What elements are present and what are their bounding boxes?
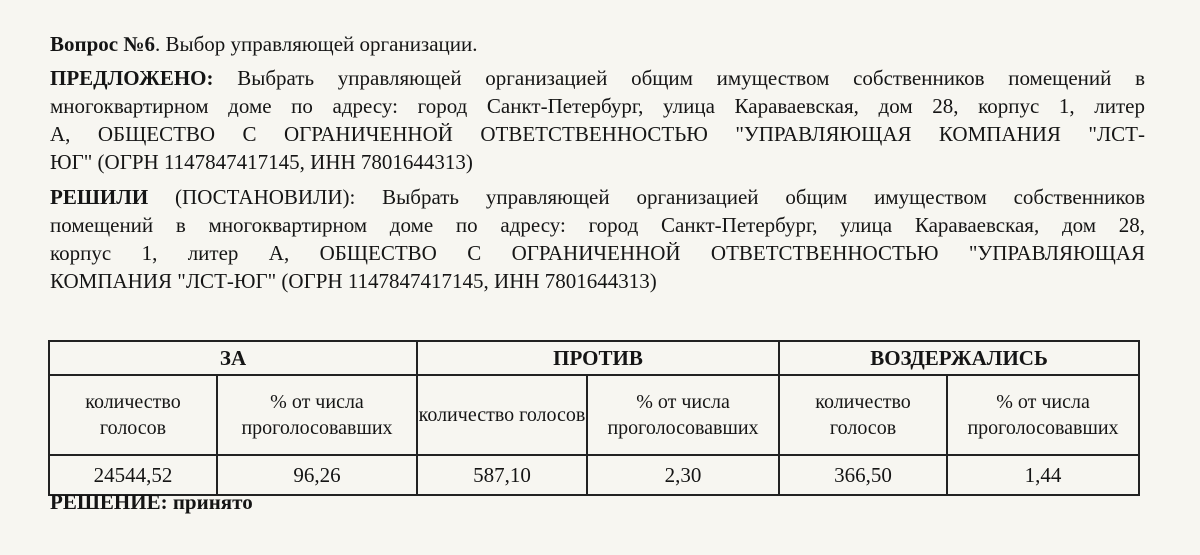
document-body <box>50 30 1145 295</box>
resolved-line: помещений в многоквартирном доме по адресу: город Санкт-Петербург, улица Караваевская, дом 28, <box>50 213 1145 237</box>
proposed-line: ЮГ" (ОГРН 1147847417145, ИНН 7801644313) <box>50 150 473 174</box>
count-header: количество голосов <box>779 375 947 455</box>
question-label: Вопрос №6 <box>50 32 155 56</box>
question-text: . Выбор управляющей организации. <box>154 32 478 56</box>
group-header-row <box>49 341 1139 375</box>
percent-header: % от числа проголосовавших <box>217 375 417 455</box>
proposed-line: Выбрать управляющей организацией общим имуществом собственников помещений в <box>213 66 1145 90</box>
against-count: 587,10 <box>417 455 587 495</box>
abstained-count: 366,50 <box>779 455 947 495</box>
question-heading <box>50 30 1145 58</box>
resolved-line: КОМПАНИЯ "ЛСТ-ЮГ" (ОГРН 1147847417145, ИНН 7801644313) <box>50 269 657 293</box>
group-for: ЗА <box>49 341 417 375</box>
sub-header-row <box>49 375 1139 455</box>
count-header: количество голосов <box>49 375 217 455</box>
proposed-line: многоквартирном доме по адресу: город Санкт-Петербург, улица Караваевская, дом 28, корпус 1, литер <box>50 94 1145 118</box>
against-percent: 2,30 <box>587 455 779 495</box>
for-count: 24544,52 <box>49 455 217 495</box>
resolved-paragraph <box>50 183 1145 295</box>
group-abstained: ВОЗДЕРЖАЛИСЬ <box>779 341 1139 375</box>
resolved-line: корпус 1, литер А, ОБЩЕСТВО С ОГРАНИЧЕННОЙ ОТВЕТСТВЕННОСТЬЮ "УПРАВЛЯЮЩАЯ <box>50 241 1145 265</box>
for-percent: 96,26 <box>217 455 417 495</box>
resolved-line: (ПОСТАНОВИЛИ): Выбрать управляющей организацией общим имуществом собственников <box>148 185 1145 209</box>
count-header: количество голосов <box>417 375 587 455</box>
percent-header: % от числа проголосовавших <box>587 375 779 455</box>
group-against: ПРОТИВ <box>417 341 779 375</box>
decision-text: РЕШЕНИЕ: принято <box>50 490 253 514</box>
votes-table <box>48 340 1140 496</box>
proposed-label: ПРЕДЛОЖЕНО: <box>50 66 214 90</box>
values-row <box>49 455 1139 495</box>
proposed-paragraph <box>50 64 1145 176</box>
abstained-percent: 1,44 <box>947 455 1139 495</box>
resolved-label: РЕШИЛИ <box>50 185 149 209</box>
percent-header: % от числа проголосовавших <box>947 375 1139 455</box>
proposed-line: А, ОБЩЕСТВО С ОГРАНИЧЕННОЙ ОТВЕТСТВЕННОСТЬЮ "УПРАВЛЯЮЩАЯ КОМПАНИЯ "ЛСТ- <box>50 122 1145 146</box>
